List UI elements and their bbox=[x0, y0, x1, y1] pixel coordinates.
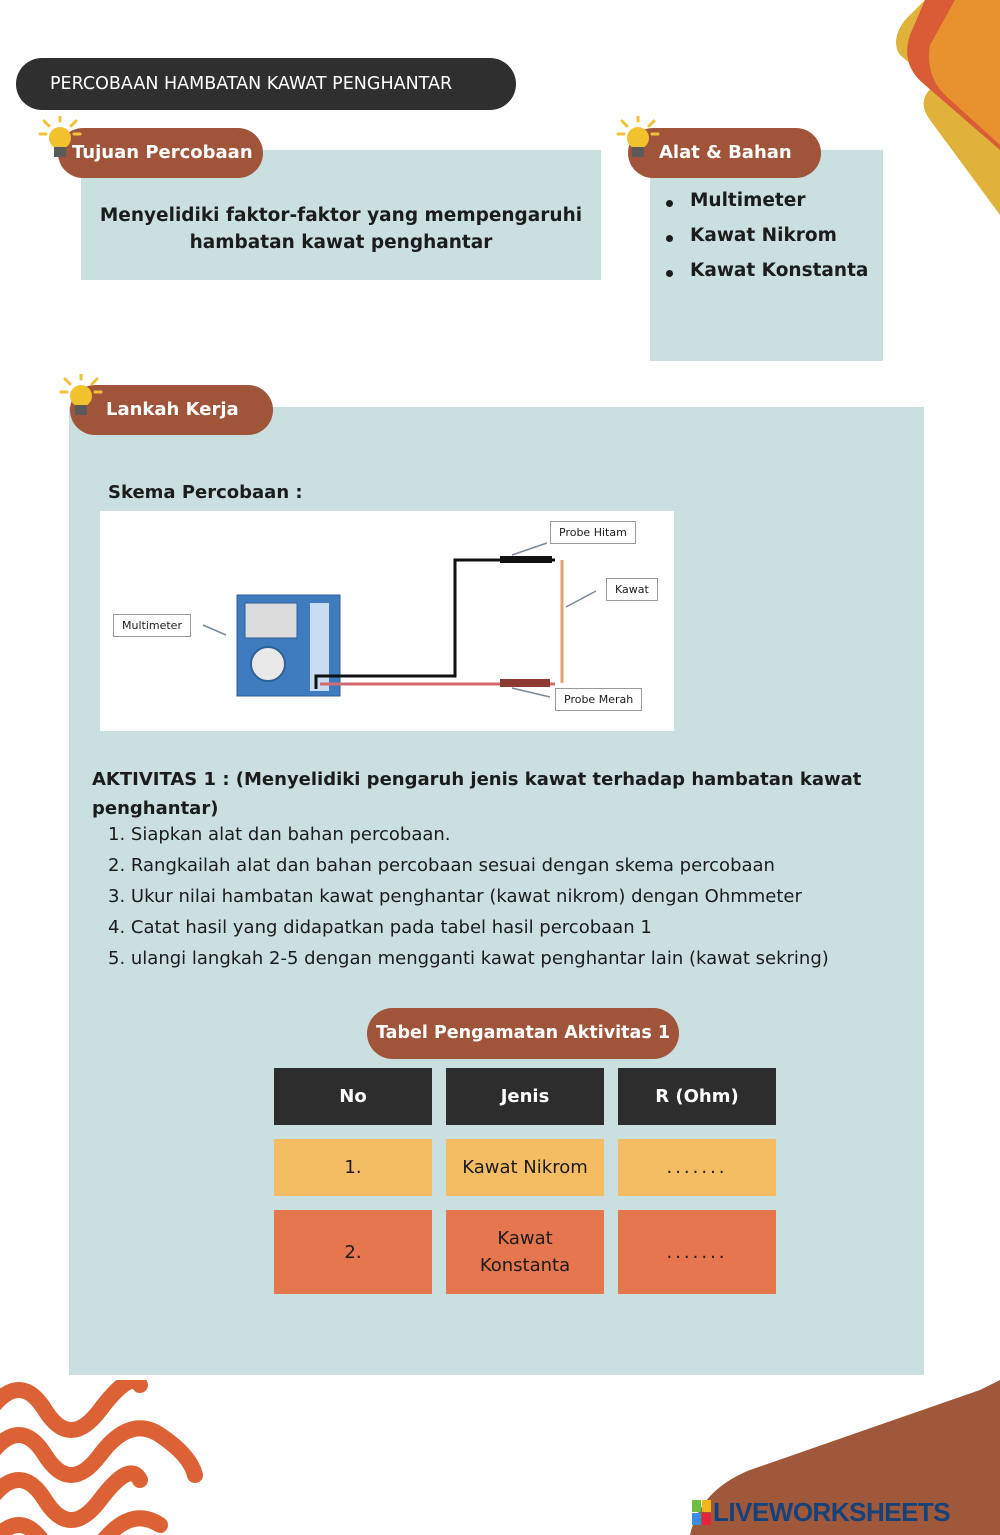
lightbulb-icon bbox=[614, 116, 662, 170]
langkah-label: Lankah Kerja bbox=[70, 385, 273, 435]
table-title: Tabel Pengamatan Aktivitas 1 bbox=[367, 1008, 679, 1059]
label-multimeter: Multimeter bbox=[113, 614, 191, 637]
table-cell-jenis: Kawat Konstanta bbox=[446, 1210, 604, 1294]
steps-list bbox=[108, 824, 829, 979]
label-probe-hitam: Probe Hitam bbox=[550, 521, 636, 544]
label-probe-merah: Probe Merah bbox=[555, 688, 642, 711]
table-header-no: No bbox=[274, 1068, 432, 1125]
skema-label: Skema Percobaan : bbox=[108, 482, 303, 503]
corner-decoration bbox=[880, 0, 1000, 215]
table-cell-r-input[interactable]: ....... bbox=[618, 1210, 776, 1294]
list-item: Kawat Nikrom bbox=[666, 225, 868, 260]
lightbulb-icon bbox=[36, 116, 84, 170]
tujuan-text: Menyelidiki faktor-faktor yang mempengaruhi hambatan kawat penghantar bbox=[99, 205, 583, 253]
step-item: 2. Rangkailah alat dan bahan percobaan sesuai dengan skema percobaan bbox=[108, 855, 775, 876]
step-item: 5. ulangi langkah 2-5 dengan mengganti kawat penghantar lain (kawat sekring) bbox=[108, 948, 829, 969]
page-title: PERCOBAAN HAMBATAN KAWAT PENGHANTAR bbox=[16, 58, 516, 110]
table-cell-no: 1. bbox=[274, 1139, 432, 1196]
table-header-jenis: Jenis bbox=[446, 1068, 604, 1125]
tujuan-label: Tujuan Percobaan bbox=[58, 128, 263, 178]
step-item: 1. Siapkan alat dan bahan percobaan. bbox=[108, 824, 451, 845]
wave-decoration bbox=[0, 1380, 220, 1535]
schematic-diagram bbox=[100, 511, 674, 731]
step-item: 3. Ukur nilai hambatan kawat penghantar (kawat nikrom) dengan Ohmmeter bbox=[108, 886, 802, 907]
label-kawat: Kawat bbox=[606, 578, 658, 601]
liveworksheets-logo: LIVEWORKSHEETS bbox=[692, 1497, 950, 1528]
step-item: 4. Catat hasil yang didapatkan pada tabel hasil percobaan 1 bbox=[108, 917, 652, 938]
alat-label: Alat & Bahan bbox=[628, 128, 821, 178]
table-header-r: R (Ohm) bbox=[618, 1068, 776, 1125]
table-cell-no: 2. bbox=[274, 1210, 432, 1294]
table-cell-r-input[interactable]: ....... bbox=[618, 1139, 776, 1196]
list-item: Kawat Konstanta bbox=[666, 260, 868, 295]
table-cell-jenis: Kawat Nikrom bbox=[446, 1139, 604, 1196]
list-item: Multimeter bbox=[666, 190, 868, 225]
alat-list bbox=[666, 190, 868, 295]
lightbulb-icon bbox=[57, 374, 105, 428]
aktivitas-title: AKTIVITAS 1 : (Menyelidiki pengaruh jenis kawat terhadap hambatan kawat penghantar) bbox=[92, 769, 862, 819]
